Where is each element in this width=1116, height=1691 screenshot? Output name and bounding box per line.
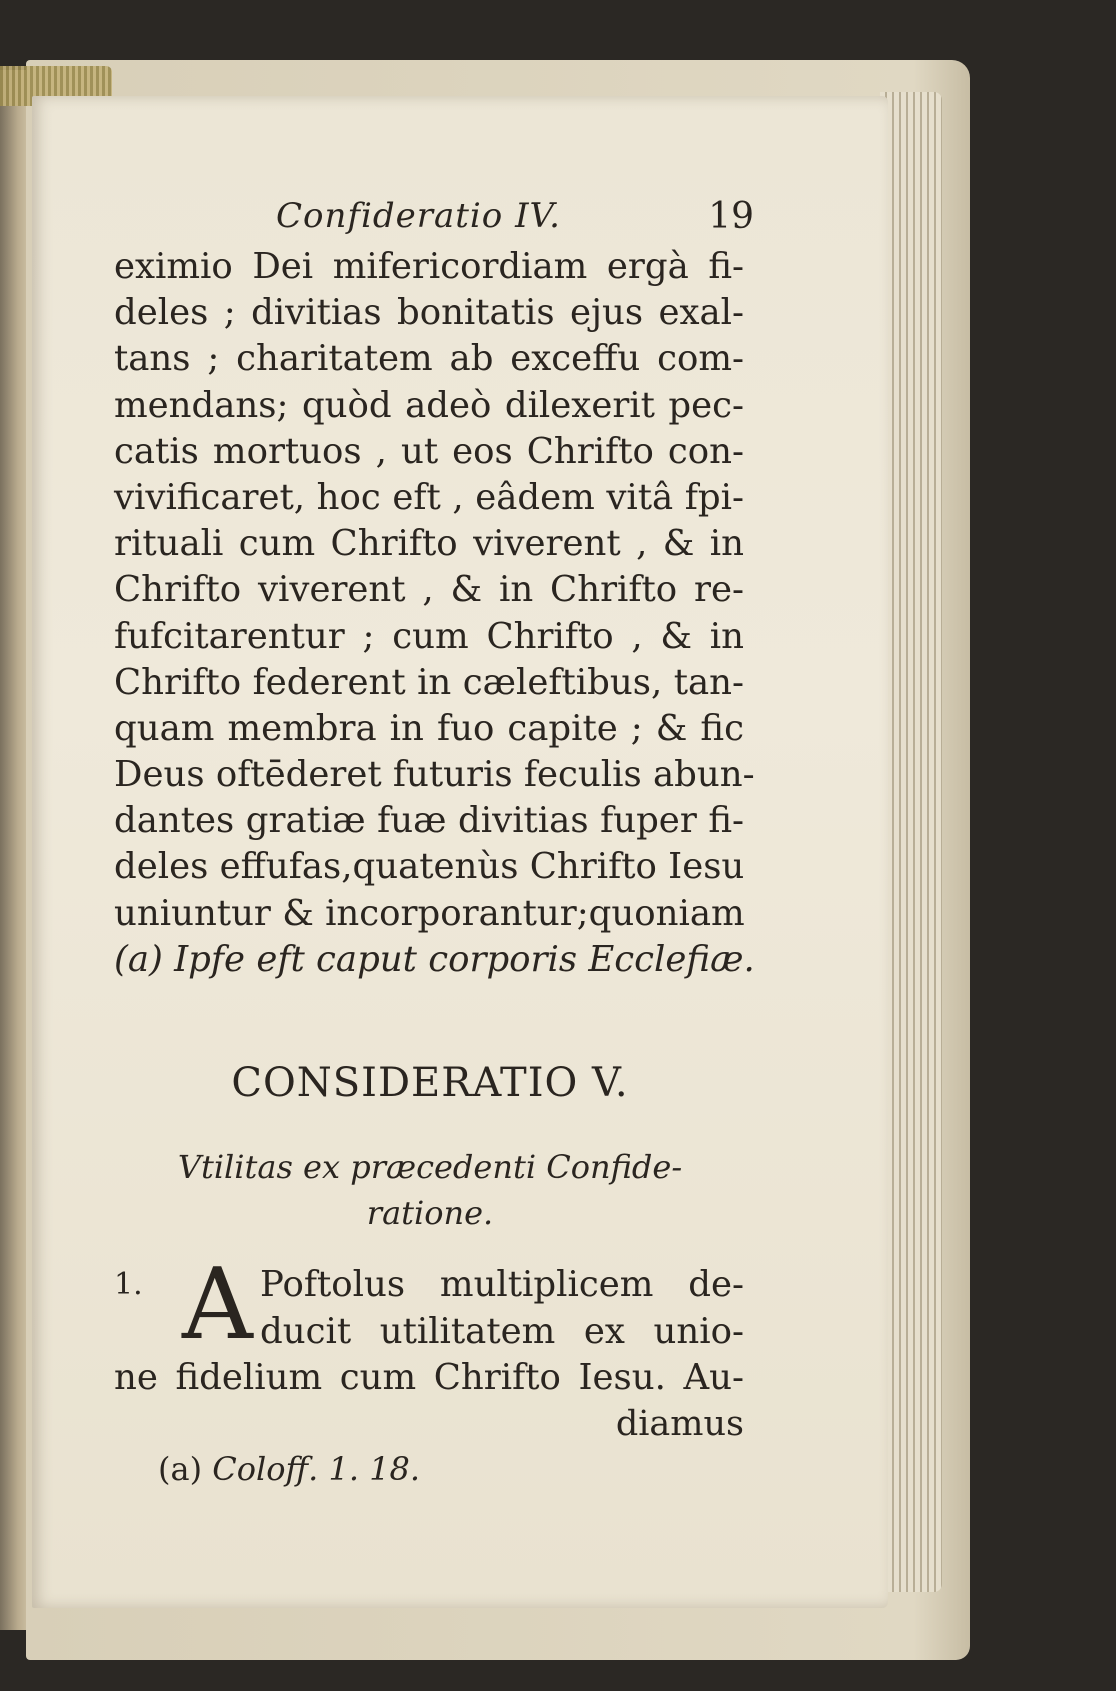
body-line: rituali cum Chrifto viverent , & in — [114, 523, 744, 565]
footnote-reference: Coloff. 1. 18. — [212, 1450, 421, 1488]
body-line: mendans; quòd adeò dilexerit pec- — [114, 384, 744, 426]
catchword: diamus — [615, 1404, 744, 1444]
paragraph — [114, 1248, 744, 1444]
body-text — [114, 244, 755, 983]
body-line: vivificaret, hoc eft , eâdem vitâ fpi- — [114, 476, 744, 518]
footnote-marker: (a) — [158, 1450, 203, 1488]
footnote — [158, 1450, 420, 1488]
body-line: Deus oftēderet futuris feculis abun- — [114, 754, 755, 796]
section-title: CONSIDERATIO V. — [231, 1060, 629, 1106]
body-line: Chrifto viverent , & in Chrifto re- — [114, 569, 744, 611]
body-line: dantes gratiæ fuæ divitias fuper fi- — [114, 800, 744, 842]
paragraph-line: ducit utilitatem ex unio- — [260, 1310, 744, 1352]
paragraph-number: 1. — [114, 1267, 143, 1302]
body-line: fufcitarentur ; cum Chrifto , & in — [114, 615, 744, 657]
page-header — [276, 196, 756, 246]
drop-cap: A — [182, 1248, 253, 1362]
paragraph-line: ne fidelium cum Chrifto Iesu. Au- — [114, 1357, 744, 1398]
body-line-quotation: (a) Ipfe eft caput corporis Ecclefiæ. — [114, 938, 755, 980]
section-subtitle — [150, 1144, 710, 1236]
running-head: Confideratio IV. — [276, 196, 561, 236]
body-line: deles ; divitias bonitatis ejus exal- — [114, 292, 744, 334]
subtitle-line: Vtilitas ex præcedenti Confide- — [177, 1148, 683, 1186]
body-line: catis mortuos , ut eos Chrifto con- — [114, 430, 744, 472]
page-number: 19 — [708, 196, 754, 237]
paragraph-line: Poftolus multiplicem de- — [260, 1264, 744, 1305]
body-line: Chrifto federent in cæleftibus, tan- — [114, 661, 744, 703]
body-line: eximio Dei mifericordiam ergà fi- — [114, 246, 744, 287]
subtitle-line: ratione. — [366, 1194, 494, 1232]
body-line: deles effufas,quatenùs Chrifto Iesu — [114, 846, 745, 888]
body-line: quam membra in fuo capite ; & fic — [114, 707, 744, 749]
page-stack-edge — [880, 92, 942, 1592]
body-line: tans ; charitatem ab exceffu com- — [114, 338, 744, 380]
body-line: uniuntur & incorporantur;quoniam — [114, 892, 745, 934]
